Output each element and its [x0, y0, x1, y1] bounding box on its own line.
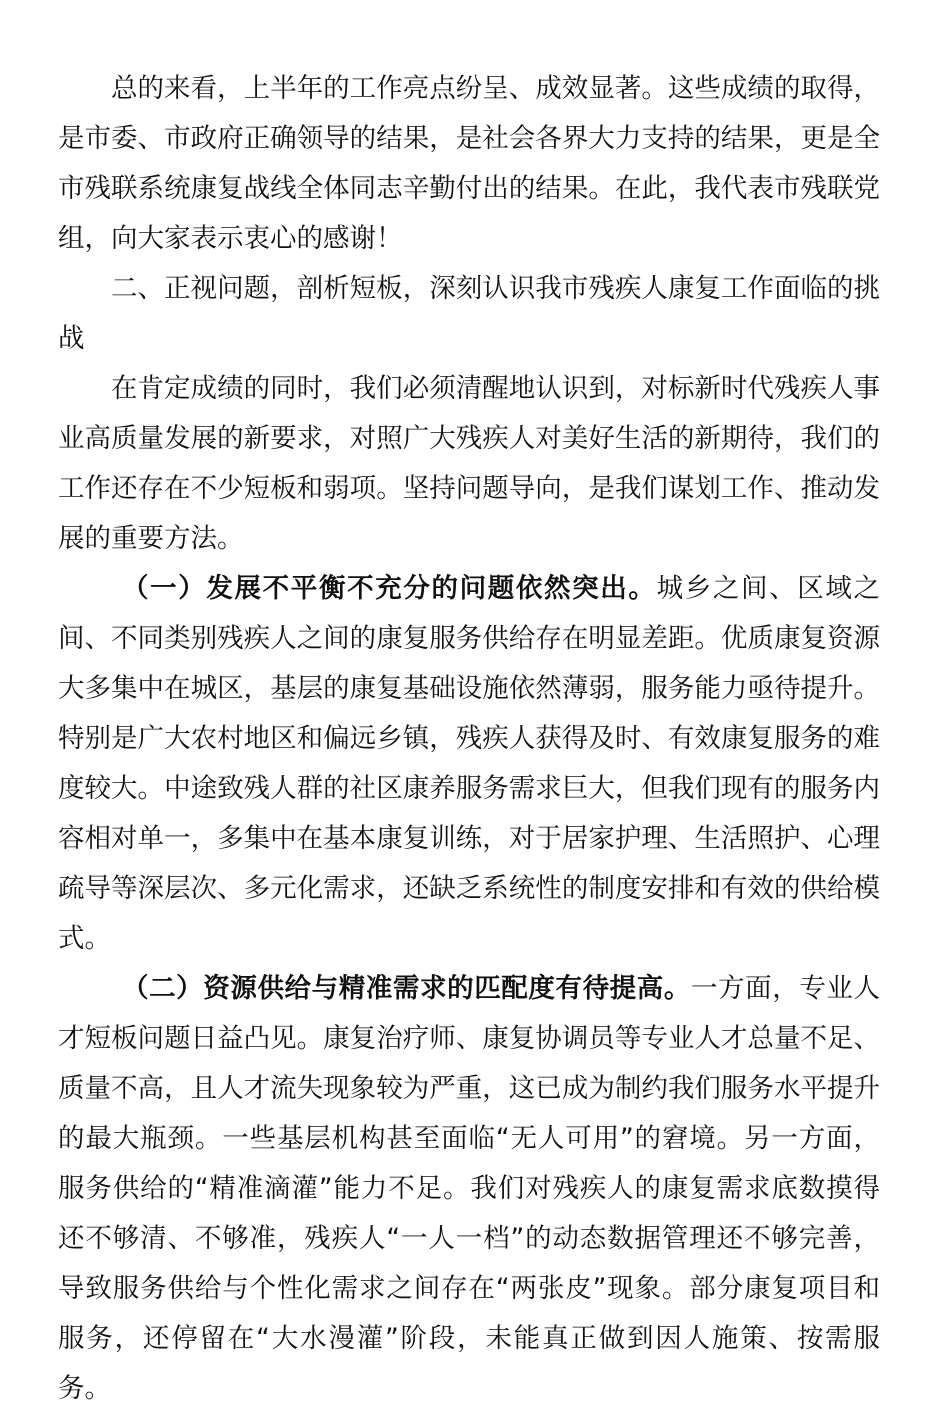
paragraph-text: 在肯定成绩的同时，我们必须清醒地认识到，对标新时代残疾人事业高质量发展的新要求，对照广大残疾人对美好生活的新期待，我们的工作还存在不少短板和弱项。坚持问题导向，是我们谋划工作、推动发展的重要方法。 — [58, 373, 880, 554]
point-heading: （二）资源供给与精准需求的匹配度有待提高。 — [122, 973, 691, 1004]
paragraph-point-1 — [58, 564, 880, 964]
paragraph-text: 城乡之间、区域之间、不同类别残疾人之间的康复服务供给存在明显差距。优质康复资源大多集中在城区，基层的康复基础设施依然薄弱，服务能力亟待提升。特别是广大农村地区和偏远乡镇，残疾人获得及时、有效康复服务的难度较大。中途致残人群的社区康养服务需求巨大，但我们现有的服务内容相对单一，多集中在基本康复训练，对于居家护理、生活照护、心理疏导等深层次、多元化需求，还缺乏系统性的制度安排和有效的供给模式。 — [58, 573, 881, 954]
paragraph-point-2 — [58, 964, 880, 1414]
point-heading: （一）发展不平衡不充分的问题依然突出。 — [122, 573, 657, 604]
section-heading — [58, 264, 880, 364]
paragraph-text: 一方面，专业人才短板问题日益凸见。康复治疗师、康复协调员等专业人才总量不足、质量不高，且人才流失现象较为严重，这已成为制约我们服务水平提升的最大瓶颈。一些基层机构甚至面临“无人可用”的窘境。另一方面，服务供给的“精准滴灌”能力不足。我们对残疾人的康复需求底数摸得还不够清、不够准，残疾人“一人一档”的动态数据管理还不够完善，导致服务供给与个性化需求之间存在“两张皮”现象。部分康复项目和服务，还停留在“大水漫灌”阶段，未能真正做到因人施策、按需服务。 — [58, 973, 881, 1404]
paragraph-text: 总的来看，上半年的工作亮点纷呈、成效显著。这些成绩的取得，是市委、市政府正确领导的结果，是社会各界大力支持的结果，更是全市残联系统康复战线全体同志辛勤付出的结果。在此，我代表市残联党组，向大家表示衷心的感谢！ — [58, 73, 880, 254]
section-heading-text: 二、正视问题，剖析短板，深刻认识我市残疾人康复工作面临的挑战 — [58, 273, 880, 354]
paragraph-summary — [58, 64, 880, 264]
paragraph-intro — [58, 364, 880, 564]
document-page — [58, 64, 880, 1414]
